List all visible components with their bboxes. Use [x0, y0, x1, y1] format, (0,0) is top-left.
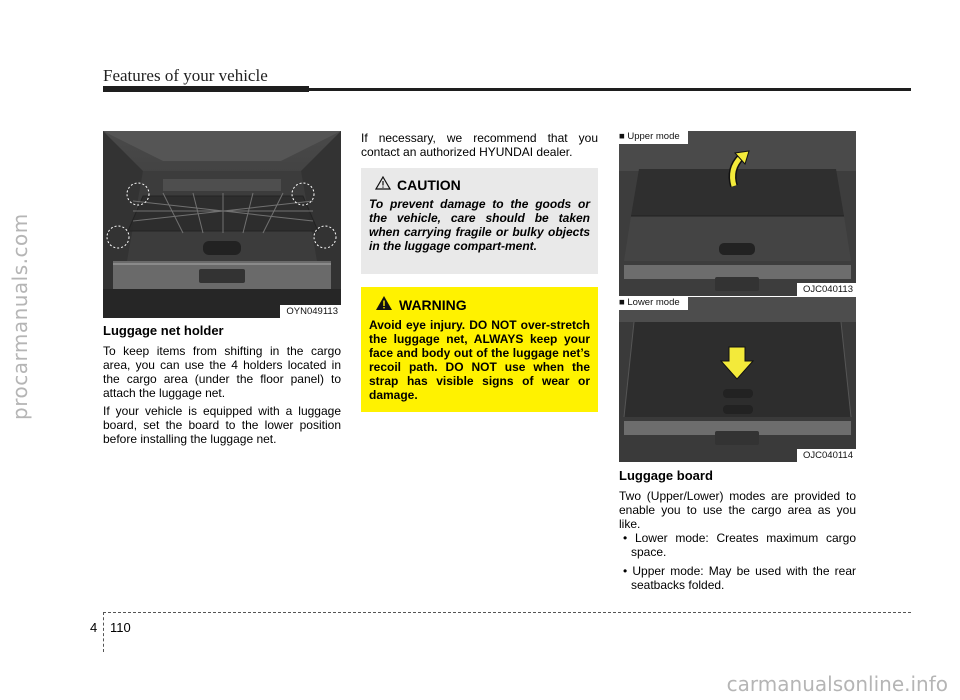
- caution-title: CAUTION: [397, 176, 461, 193]
- lower-photo-code: OJC040114: [797, 449, 856, 462]
- luggage-board-para: Two (Upper/Lower) modes are provided to enable you to use the cargo area as you like.: [619, 489, 856, 531]
- luggage-board-heading: Luggage board: [619, 468, 713, 483]
- list-item: • Lower mode: Creates maximum cargo space.: [623, 531, 856, 559]
- warning-title: WARNING: [399, 296, 467, 313]
- upper-mode-tag: ■ Upper mode: [619, 131, 688, 144]
- warning-box: [361, 287, 598, 412]
- luggage-net-heading: Luggage net holder: [103, 323, 224, 338]
- lower-mode-photo: [619, 297, 856, 462]
- caution-triangle-icon: [375, 176, 391, 193]
- chapter-number: 4: [90, 620, 98, 635]
- upper-photo-code: OJC040113: [797, 283, 856, 296]
- footer-rule: [103, 612, 911, 613]
- header-rule: [103, 88, 911, 91]
- warning-triangle-icon: [375, 295, 393, 314]
- upper-mode-photo: [619, 131, 856, 296]
- bottom-watermark: carmanualsonline.info: [726, 672, 948, 696]
- footer-divider: [103, 612, 104, 652]
- lower-mode-tag: ■ Lower mode: [619, 297, 688, 310]
- side-watermark: procarmanuals.com: [8, 213, 32, 420]
- luggage-board-bullets: [619, 531, 856, 592]
- luggage-net-para-2: If your vehicle is equipped with a luggage board, set the board to the lower position before installing the luggage net.: [103, 404, 341, 446]
- page-header-title: Features of your vehicle: [103, 66, 268, 85]
- caution-box: [361, 168, 598, 274]
- page-number: 110: [110, 620, 131, 635]
- warning-text: Avoid eye injury. DO NOT over-stretch the luggage net, ALWAYS keep your face and body out of the luggage net’s recoil path. DO NOT use when the strap has visible signs of wear or damage.: [369, 318, 590, 402]
- photo-code: OYN049113: [280, 305, 341, 318]
- luggage-net-photo: [103, 131, 341, 318]
- luggage-net-para-1: To keep items from shifting in the cargo area, you can use the 4 holders located in the cargo area (under the floor panel) to attach the luggage net.: [103, 344, 341, 400]
- dealer-intro: If necessary, we recommend that you contact an authorized HYUNDAI dealer.: [361, 131, 598, 159]
- list-item: • Upper mode: May be used with the rear seatbacks folded.: [623, 564, 856, 592]
- caution-text: To prevent damage to the goods or the vehicle, care should be taken when carrying fragile or bulky objects in the luggage compart-ment.: [369, 197, 590, 253]
